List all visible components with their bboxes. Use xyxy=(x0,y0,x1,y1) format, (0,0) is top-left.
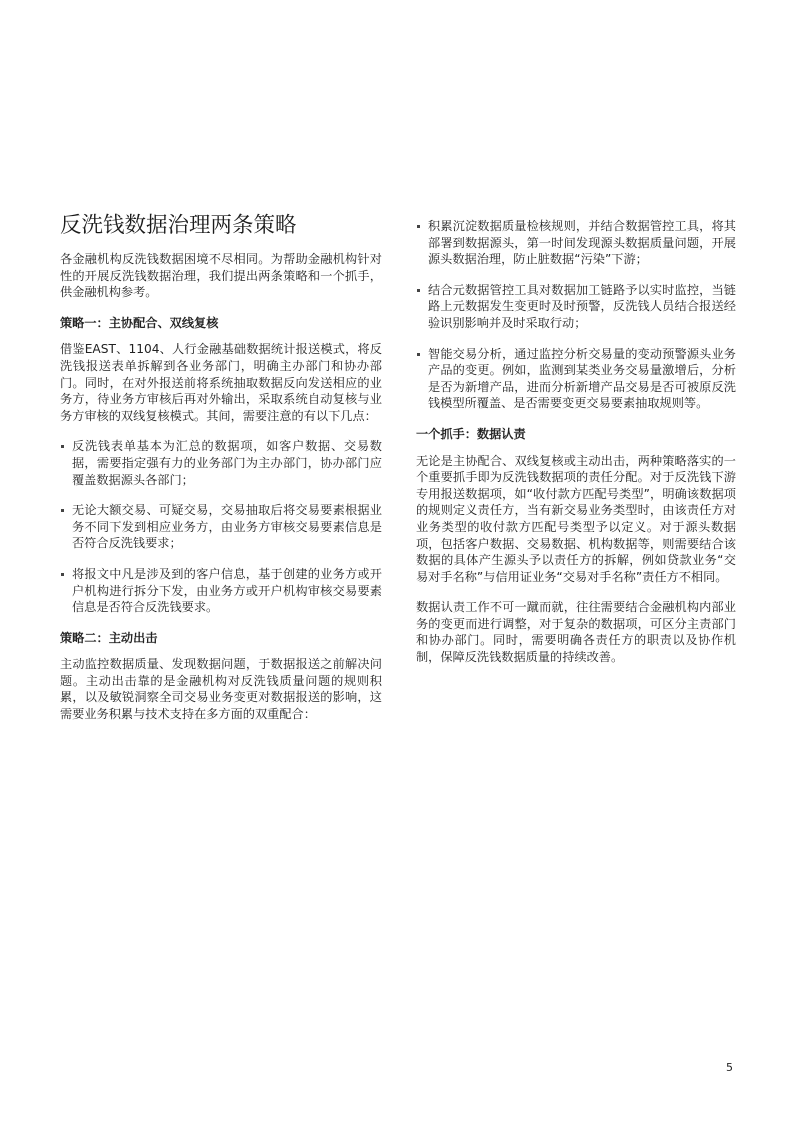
list-item: 结合元数据管控工具对数据加工链路予以实时监控，当链路上元数据发生变更时及时预警，反洗钱人员结合报送经验识别影响并及时采取行动； xyxy=(416,282,736,332)
handle-paragraph-1: 无论是主协配合、双线复核或主动出击，两种策略落实的一个重要抓手即为反洗钱数据项的责任分配。对于反洗钱下游专用报送数据项，如“收付款方匹配号类型”，明确该数据项的规则定义责任方，当有新交易业务类型时，由该责任方对业务类型的收付款方匹配号类型予以定义。对于源头数据项，包括客户数据、交易数据、机构数据等，则需要结合该数据的具体产生源头予以责任方的拆解，例如贷款业务“交易对手名称”与信用证业务“交易对手名称”责任方不相同。 xyxy=(416,453,736,584)
list-item: 将报文中凡是涉及到的客户信息，基于创建的业务方或开户机构进行拆分下发，由业务方或开户机构审核交易要素信息是否符合反洗钱要求。 xyxy=(60,566,382,616)
left-column xyxy=(60,213,382,737)
strategy1-paragraph: 借鉴EAST、1104、人行金融基础数据统计报送模式，将反洗钱报送表单拆解到各业务部门，明确主办部门和协办部门。同时，在对外报送前将系统抽取数据反向发送相应的业务方，待业务方审核后再对外输出，采取系统自动复核与业务方审核的双线复核模式。其间，需要注意的有以下几点： xyxy=(60,342,382,423)
strategy1-heading: 策略一：主协配合、双线复核 xyxy=(60,315,219,330)
list-item: 无论大额交易、可疑交易，交易抽取后将交易要素根据业务不同下发到相应业务方，由业务方审核交易要素信息是否符合反洗钱要求； xyxy=(60,502,382,552)
page-number: 5 xyxy=(726,1061,733,1074)
right-column xyxy=(416,218,736,680)
list-item: 积累沉淀数据质量检核规则，并结合数据管控工具，将其部署到数据源头，第一时间发现源头数据质量问题，开展源头数据治理，防止脏数据“污染”下游； xyxy=(416,218,736,268)
strategy2-heading: 策略二：主动出击 xyxy=(60,630,158,645)
strategy2-paragraph: 主动监控数据质量、发现数据问题，于数据报送之前解决问题。主动出击靠的是金融机构对反洗钱质量问题的规则积累，以及敏锐洞察全司交易业务变更对数据报送的影响，这需要业务积累与技术支持在多方面的双重配合： xyxy=(60,657,382,722)
handle-heading: 一个抓手：数据认责 xyxy=(416,426,526,441)
list-item: 智能交易分析，通过监控分析交易量的变动预警源头业务产品的变更。例如，监测到某类业务交易量激增后，分析是否为新增产品，进而分析新增产品交易是否可被原反洗钱模型所覆盖、是否需要变更交易要素抽取规则等。 xyxy=(416,346,736,412)
list-item: 反洗钱表单基本为汇总的数据项，如客户数据、交易数据，需要指定强有力的业务部门为主办部门，协办部门应覆盖数据源头各部门； xyxy=(60,438,382,488)
page-title: 反洗钱数据治理两条策略 xyxy=(60,213,297,238)
intro-paragraph: 各金融机构反洗钱数据困境不尽相同。为帮助金融机构针对性的开展反洗钱数据治理，我们提出两条策略和一个抓手，供金融机构参考。 xyxy=(60,252,382,300)
handle-paragraph-2: 数据认责工作不可一蹴而就，往往需要结合金融机构内部业务的变更而进行调整，对于复杂的数据项，可区分主责部门和协办部门。同时，需要明确各责任方的职责以及协作机制，保障反洗钱数据质量的持续改善。 xyxy=(416,600,736,665)
